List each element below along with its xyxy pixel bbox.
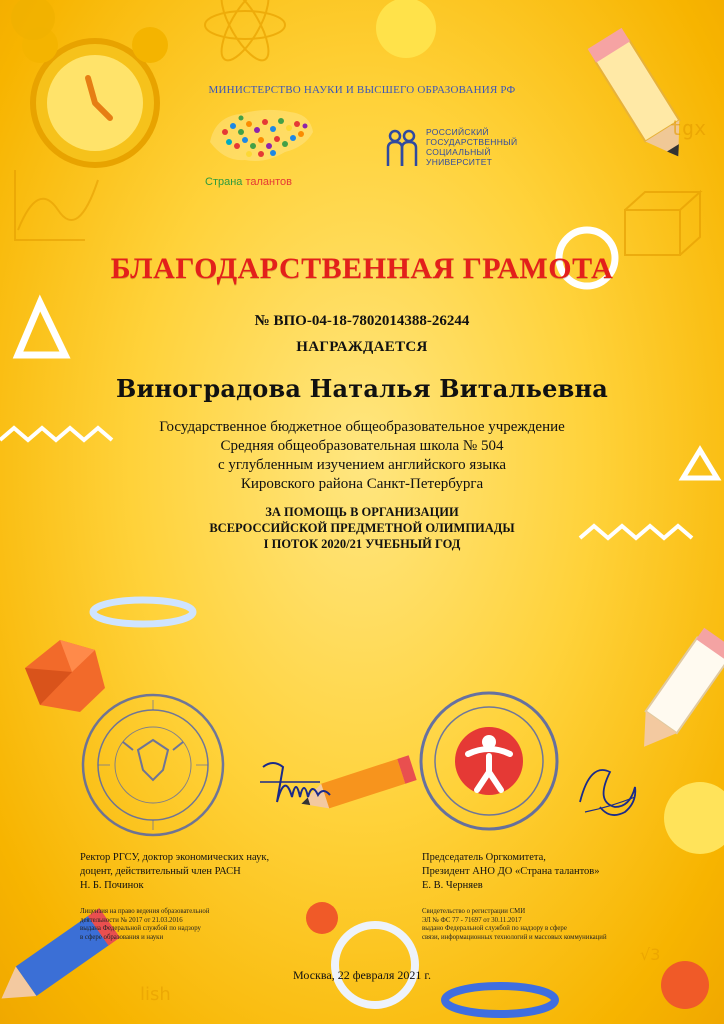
rgsu-line: СОЦИАЛЬНЫЙ [426,147,491,157]
cube-icon [625,192,700,255]
license-info [80,908,209,942]
reason-line: ВСЕРОССИЙСКОЙ ПРЕДМЕТНОЙ ОЛИМПИАДЫ [209,521,515,535]
recipient-organization [0,418,724,494]
rgsu-logo-text [426,127,517,167]
awarded-label: НАГРАЖДАЕТСЯ [296,339,428,355]
signatory-line: Президент АНО ДО «Страна талантов» [422,866,600,877]
registration-line: выдано Федеральной службой по надзору в сфере [422,925,567,932]
strana-talantov-map-icon [205,102,315,172]
license-line: Лицензия на право ведения образовательной [80,908,210,915]
clock-icon [22,27,168,165]
certificate-title: БЛАГОДАРСТВЕННАЯ ГРАМОТА [110,252,614,285]
graph-doodle [15,170,98,240]
recipient-name: Виноградова Наталья Витальевна [115,374,608,403]
pencil-icon [588,28,696,167]
issue-date: Москва, 22 февраля 2021 г. [293,968,431,982]
media-registration-info [422,908,607,942]
signatory-line: Председатель Оргкомитета, [422,852,546,863]
rgsu-logo-icon [383,128,423,168]
logo-word-2: талантов [245,176,293,188]
rgsu-line: ГОСУДАРСТВЕННЫЙ [426,137,518,147]
license-line: выдана Федеральной службой по надзору [80,925,201,932]
registration-line: связи, информационных технологий и массовых коммуникаций [422,933,607,941]
rgsu-line: УНИВЕРСИТЕТ [426,157,493,167]
svg-text:tgx: tgx [670,116,707,140]
signatory-line: Ректор РГСУ, доктор экономических наук, [80,852,270,863]
right-signature [570,752,650,822]
left-signatory [80,851,269,893]
ball-icon [376,0,436,58]
atom-icon [205,0,285,67]
right-signatory [422,851,600,893]
reason-line: I ПОТОК 2020/21 УЧЕБНЫЙ ГОД [263,537,461,551]
ring-shape [335,925,415,1005]
award-reason [0,504,724,552]
strana-talantov-logo-text [205,176,292,188]
ring-shape [93,600,193,624]
ministry-seal-stamp [78,690,228,840]
organization-line: Средняя общеобразовательная школа № 504 [220,438,504,454]
ball-icon [664,782,724,854]
signatory-line: доцент, действительный член РАСН [80,866,241,877]
organization-line: Кировского района Санкт-Петербурга [240,476,484,492]
ministry-header: МИНИСТЕРСТВО НАУКИ И ВЫСШЕГО ОБРАЗОВАНИЯ РФ [208,84,516,96]
signatory-line: Н. Б. Починок [80,880,144,891]
signatory-line: Е. В. Черняев [422,880,483,891]
organization-line: с углубленным изучением английского языка [217,457,507,473]
organization-line: Государственное бюджетное общеобразовательное учреждение [159,419,565,435]
rgsu-line: РОССИЙСКИЙ [426,127,489,137]
ring-shape [445,986,555,1014]
license-line: деятельности № 2017 от 21.03.2016 [80,916,183,924]
certificate-number: № ВПО-04-18-7802014388-26244 [254,313,470,329]
reason-line: ЗА ПОМОЩЬ В ОРГАНИЗАЦИИ [265,505,459,519]
registration-line: ЭЛ № ФС 77 - 71697 от 30.11.2017 [422,916,522,924]
svg-text:√3: √3 [640,945,661,964]
registration-line: Свидетельство о регистрации СМИ [422,908,526,915]
logo-word-1: Страна [205,176,243,188]
strana-talantov-seal-stamp [418,690,560,832]
license-line: в сфере образования и науки [80,933,164,941]
ball-icon [306,902,338,934]
pencil-icon [628,628,724,758]
svg-text:lish: lish [140,984,171,1005]
left-signature [258,752,338,812]
